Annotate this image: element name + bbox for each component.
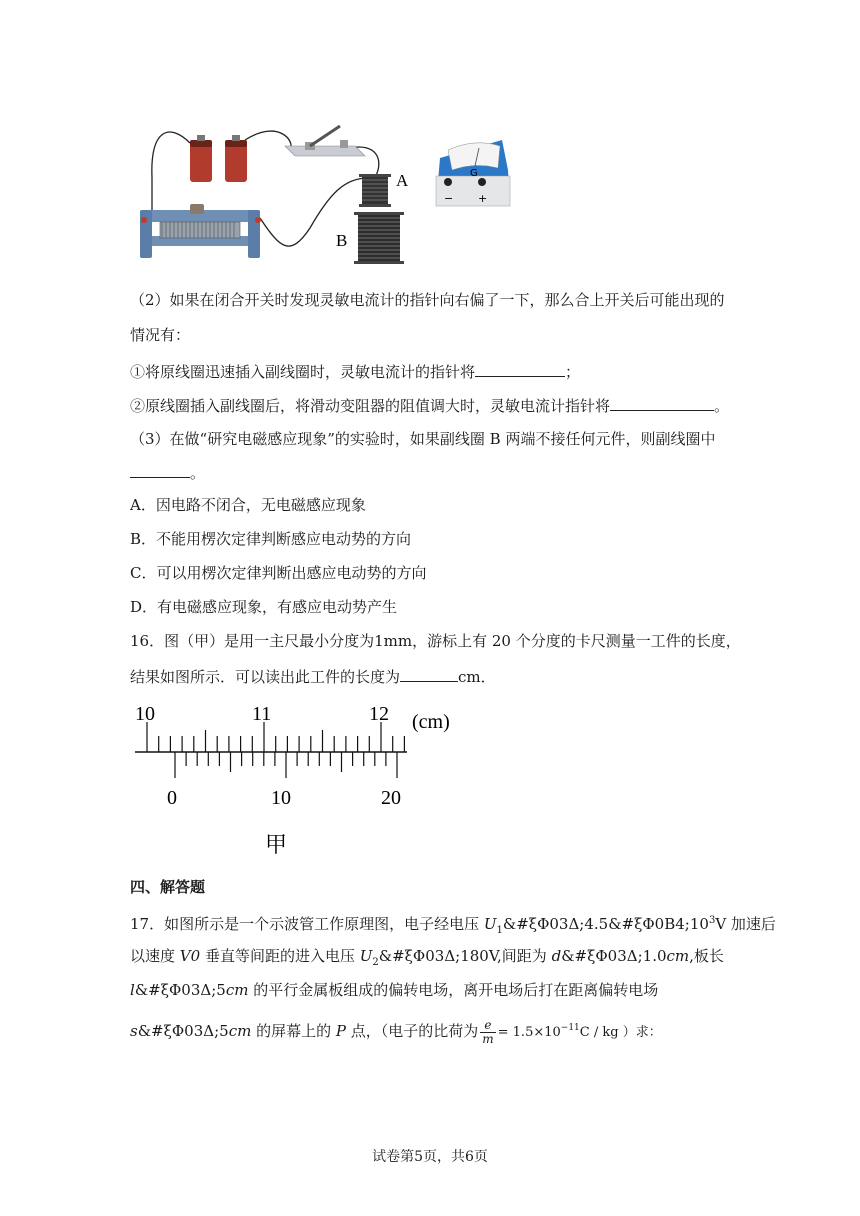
q17-u1-sub: 1 (496, 925, 503, 936)
q17-l4-cm: cm (228, 1022, 252, 1040)
vernier-scale (175, 752, 397, 778)
q16-line2-end: cm． (458, 668, 496, 686)
q17-s: s (130, 1022, 138, 1040)
q16-line2 (130, 665, 496, 687)
wire-battery-rheostat (152, 132, 190, 213)
battery-2 (225, 135, 247, 182)
q17-l4-end: C / kg ）求： (579, 1025, 662, 1040)
circuit-figure (130, 118, 530, 278)
galvanometer-plus: + (478, 192, 488, 205)
vernier-label-0: 0 (167, 787, 177, 809)
q15-item1-blank[interactable] (475, 360, 565, 377)
q15-part3-end: 。 (190, 464, 206, 482)
q17-l4-text: 的屏幕上的 (251, 1022, 336, 1040)
q17-line1 (130, 911, 776, 941)
vernier-caliper-figure (125, 696, 475, 866)
vernier-label-20: 20 (381, 787, 401, 809)
q17-l3-cm: cm (225, 981, 249, 999)
q16-answer-blank[interactable] (400, 665, 458, 682)
q15-option-d[interactable]: D．有电磁感应现象，有感应电动势产生 (130, 598, 398, 616)
battery-1 (190, 135, 212, 182)
q17-l1-end: V 加速后 (715, 915, 776, 933)
caliper-caption: 甲 (265, 833, 288, 858)
q17-l: l (130, 981, 135, 999)
q17-l4-text2: 点，（电子的比荷为 (345, 1022, 479, 1040)
q17-d: d (551, 947, 562, 965)
q17-l1-exp: 3 (708, 915, 716, 926)
q17-l1-text: 17．如图所示是一个示波管工作原理图，电子经电压 (130, 915, 484, 933)
q17-l2-value: &#ξΦ03Δ;180V,间距为 (378, 947, 552, 965)
coil-a-label: A (396, 171, 409, 190)
section4-heading: 四、解答题 (130, 878, 206, 896)
q17-l2-cm: cm (666, 947, 690, 965)
q15-item2-end: 。 (714, 397, 730, 415)
caliper-unit: (cm) (412, 711, 450, 733)
rheostat (140, 204, 261, 258)
q15-item2-blank[interactable] (610, 394, 714, 411)
q16-line1: 16．图（甲）是用一主尺最小分度为1mm，游标上有 20 个分度的卡尺测量一工件的长度， (130, 632, 741, 650)
q15-item1-end: ； (565, 363, 581, 381)
q17-u2-sub: 2 (372, 957, 379, 968)
wire-battery-switch (245, 131, 291, 148)
main-label-10: 10 (135, 703, 155, 725)
main-label-11: 11 (252, 703, 272, 725)
q15-part2-line2: 情况有： (130, 326, 191, 344)
q15-part3-blank[interactable] (130, 461, 190, 478)
wire-rheostat-coil (260, 178, 368, 246)
page-footer: 试卷第5页，共6页 (372, 1149, 488, 1165)
q17-frac-denominator: m (482, 1031, 494, 1046)
galvanometer-label: G (470, 168, 478, 179)
q17-l1-value: &#ξΦ03Δ;4.5&#ξΦ0B4;10 (502, 915, 709, 933)
q17-l4-value: &#ξΦ03Δ;5 (137, 1022, 229, 1040)
q17-u1: U (483, 915, 497, 933)
q17-l3-text: 的平行金属板组成的偏转电场，离开电场后打在距离偏转电场 (248, 981, 659, 999)
q17-l2-text2: 垂直等间距的进入电压 (200, 947, 360, 965)
vernier-label-10: 10 (271, 787, 291, 809)
q15-item2-text: ②原线圈插入副线圈后，将滑动变阻器的阻值调大时，灵敏电流计指针将 (130, 397, 611, 415)
q17-l4-value2: = 1.5×10 (497, 1025, 561, 1040)
coil-a (359, 174, 391, 207)
q15-option-c[interactable]: C．可以用楞次定律判断出感应电动势的方向 (130, 564, 427, 582)
q17-l2-value2: &#ξΦ03Δ;1.0 (561, 947, 667, 965)
q17-v0: V0 (179, 947, 201, 965)
q17-p: P (335, 1022, 346, 1040)
q15-option-b[interactable]: B．不能用楞次定律判断感应电动势的方向 (130, 530, 412, 548)
q15-option-a[interactable]: A．因电路不闭合，无电磁感应现象 (130, 496, 366, 514)
q17-line2 (130, 946, 724, 973)
q17-charge-mass-fraction (480, 1019, 495, 1046)
q17-l2-end: ,板长 (689, 947, 724, 965)
q17-u2: U (359, 947, 373, 965)
galvanometer-minus: − (444, 192, 454, 205)
q15-item2 (130, 394, 729, 416)
q15-part3-line2 (130, 461, 205, 483)
q17-line4 (130, 1018, 662, 1046)
q17-l4-exp: −11 (560, 1023, 580, 1033)
coil-b-label: B (336, 231, 348, 250)
main-scale (147, 722, 404, 752)
q17-frac-numerator: e (480, 1019, 495, 1033)
q16-line2-text: 结果如图所示．可以读出此工件的长度为 (130, 668, 401, 686)
q17-line3 (130, 980, 658, 1000)
q17-l2-text: 以速度 (130, 947, 180, 965)
q15-item1-text: ①将原线圈迅速插入副线圈时，灵敏电流计的指针将 (130, 363, 476, 381)
q17-l3-value: &#ξΦ03Δ;5 (134, 981, 226, 999)
q15-part3-line1: （3）在做“研究电磁感应现象”的实验时，如果副线圈 B 两端不接任何元件，则副线圈中 (130, 430, 716, 448)
main-label-12: 12 (369, 703, 389, 725)
switch (285, 126, 365, 156)
q15-item1 (130, 360, 580, 382)
coil-b (354, 212, 404, 264)
q15-part2-line1: （2）如果在闭合开关时发现灵敏电流计的指针向右偏了一下，那么合上开关后可能出现的 (130, 291, 725, 309)
